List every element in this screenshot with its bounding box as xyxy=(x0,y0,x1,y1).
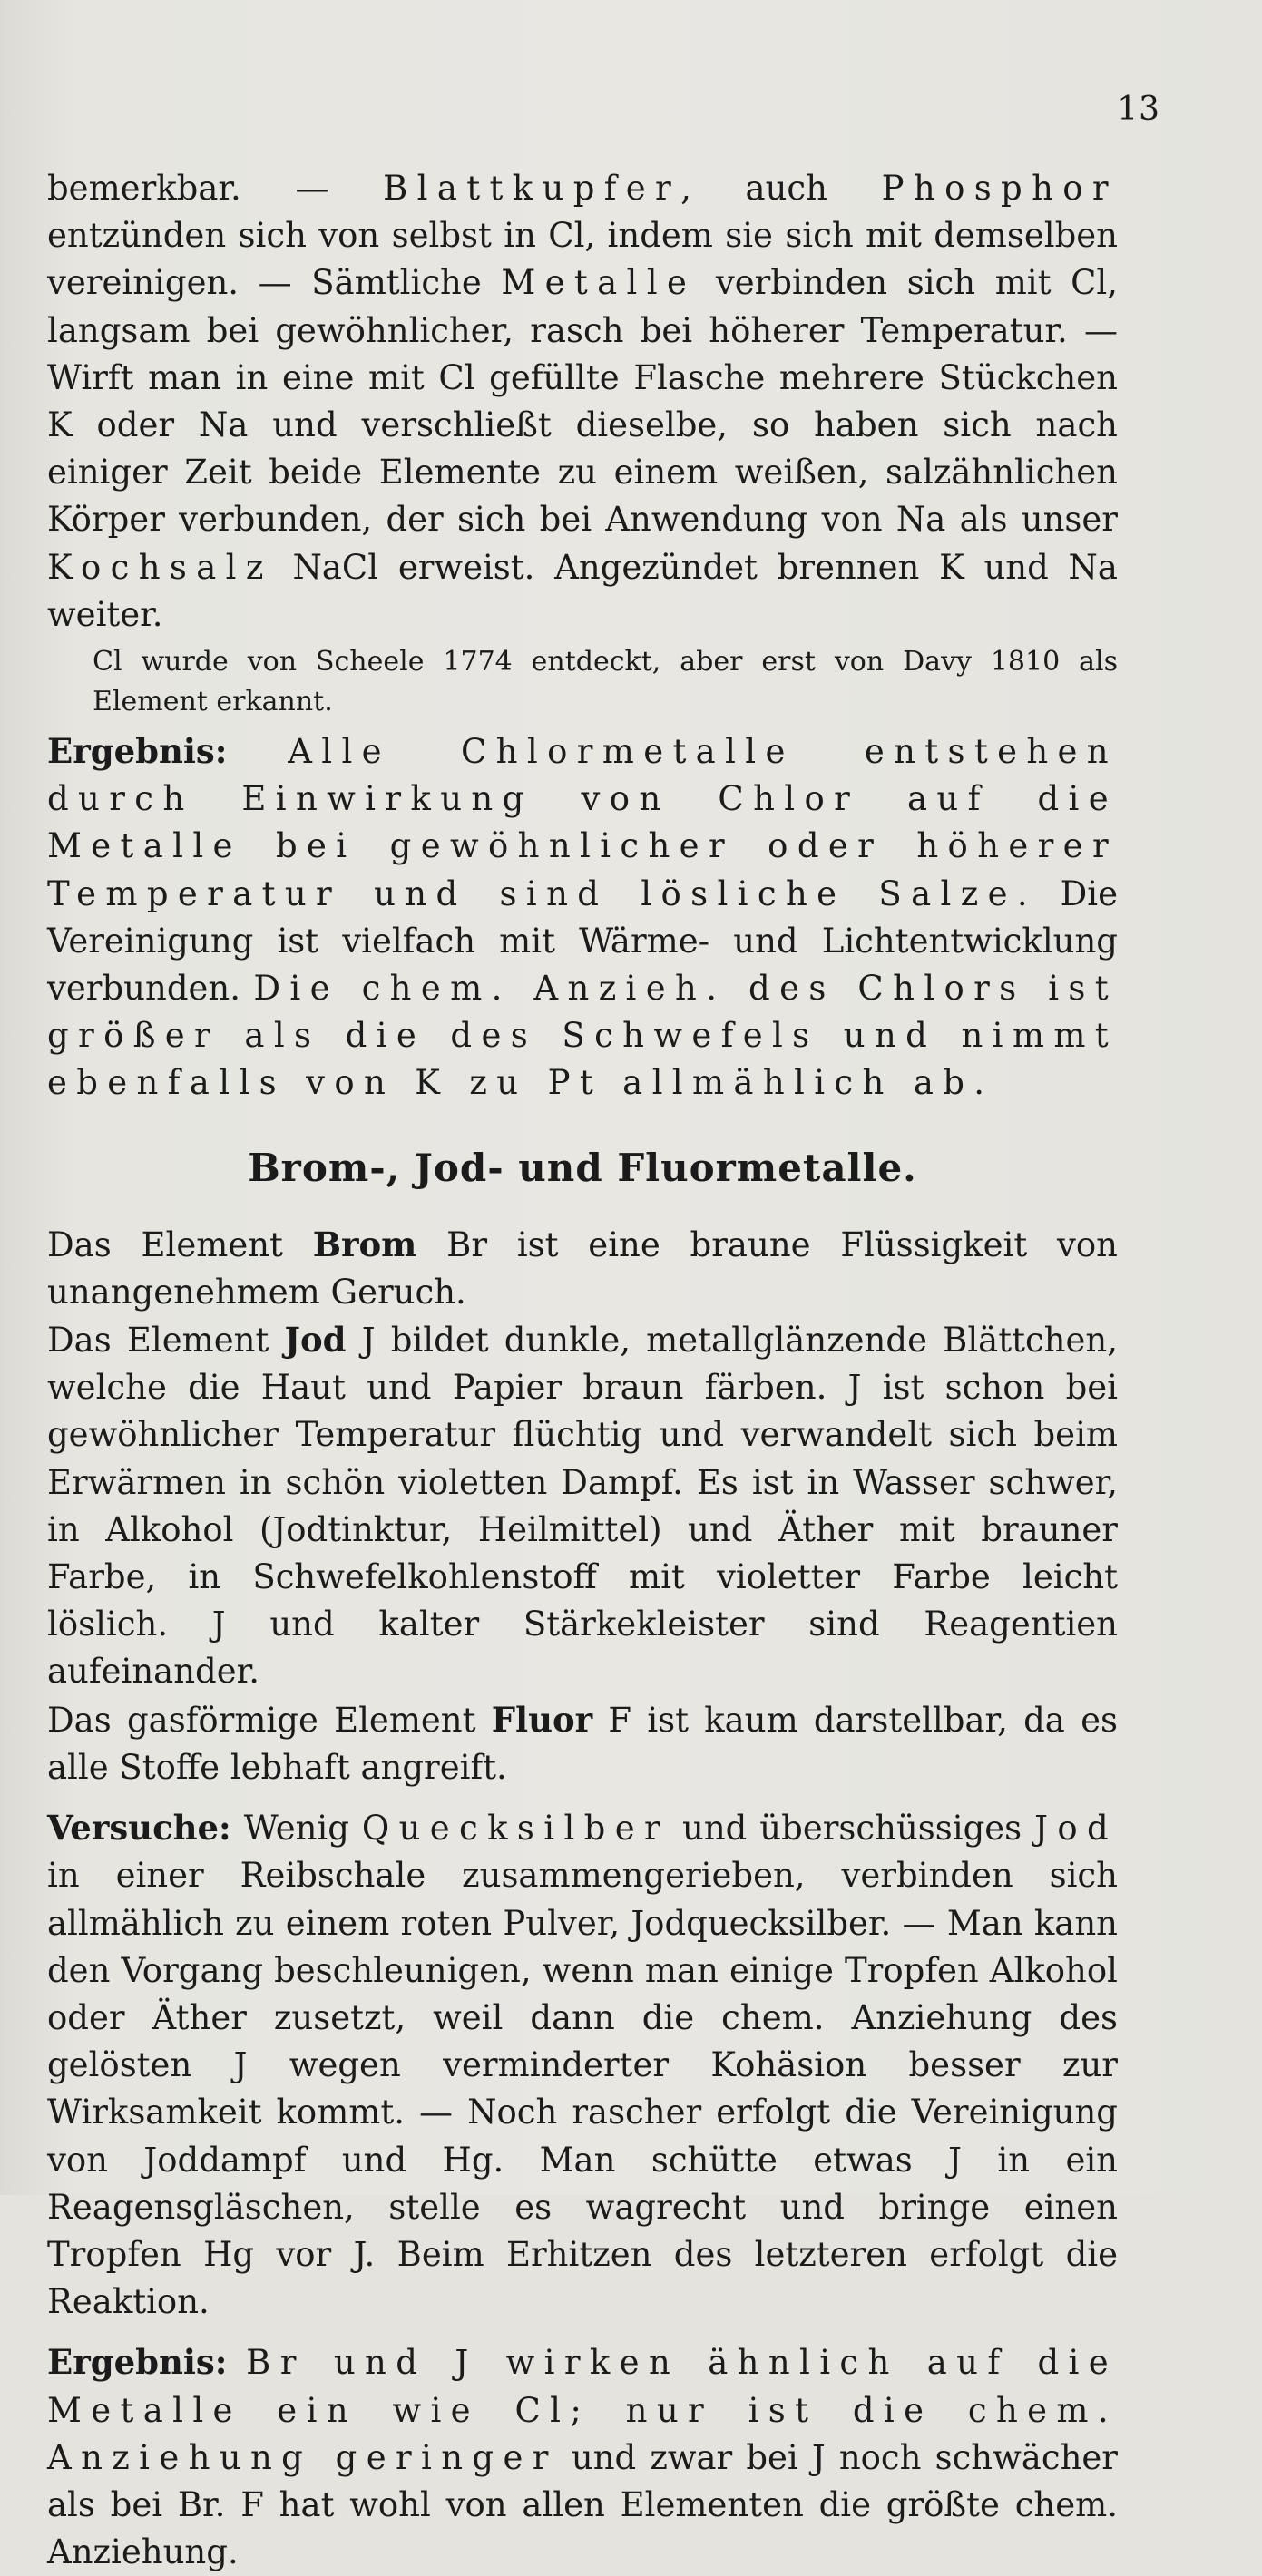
term-kochsalz: Kochsalz xyxy=(47,547,273,587)
term-metalle: Metalle xyxy=(501,263,697,303)
element-name-jod: Jod xyxy=(284,1320,347,1361)
text-run: F ist kaum darstellbar, da es alle Stoffe lebhaft angreift. xyxy=(47,1700,1118,1787)
ergebnis-statement: Die chem. Anzieh. des Chlors ist größer als die des Schwefels und nimmt ebenfalls von K zu Pt allmählich ab. xyxy=(47,969,1119,1103)
ergebnis-statement: Br und J wirken ähnlich auf die Metalle ein wie Cl; nur ist die chem. Anziehung geringer xyxy=(47,2343,1118,2477)
ergebnis-label: Ergebnis: xyxy=(47,731,228,772)
ergebnis-statement: Alle Chlormetalle entstehen durch Einwirkung von Chlor auf die Metalle bei gewöhnlicher oder höherer Temperatur und sind lösliche Salze. xyxy=(47,732,1118,913)
paragraph-versuche xyxy=(47,1804,1118,2326)
text-run: und zwar bei J noch schwächer als bei Br. F hat wohl von allen Elementen die größte chem. Anziehung. xyxy=(47,2437,1118,2572)
text-run: NaCl erweist. Angezündet brennen K und Na weiter. xyxy=(47,547,1118,634)
page-number: 13 xyxy=(1117,91,1160,128)
term-quecksilber: Quecksilber xyxy=(361,1809,670,1849)
paragraph-jod xyxy=(47,1316,1118,1696)
term-jod: Jod xyxy=(1034,1809,1118,1849)
paragraph-ergebnis-1 xyxy=(47,727,1118,1107)
text-run: , auch xyxy=(680,169,882,208)
text-run: Br ist eine braune Flüssigkeit von unangenehmem Geruch. xyxy=(47,1225,1119,1312)
text-run: Das Element xyxy=(47,1321,285,1361)
text-run: Die Vereinigung ist vielfach mit Wärme- und Lichtentwicklung verbunden. xyxy=(47,873,1119,1009)
ergebnis-label: Ergebnis: xyxy=(47,2342,228,2383)
page-body xyxy=(47,165,1118,2576)
term-phosphor: Phosphor xyxy=(881,169,1118,208)
footnote-discovery: Cl wurde von Scheele 1774 entdeckt, aber erst von Davy 1810 als Element erkannt. xyxy=(93,646,1118,718)
text-run: Wenig xyxy=(230,1809,362,1849)
section-heading: Brom-, Jod- und Fluormetalle. xyxy=(248,1145,917,1190)
text-run: und überschüssiges xyxy=(670,1809,1035,1849)
paragraph-brom xyxy=(47,1221,1118,1316)
paragraph-chlorine-metals xyxy=(47,165,1118,639)
text-run: verbinden sich mit Cl, langsam bei gewöhnlicher, rasch bei höherer Temperatur. — Wirft man in eine mit Cl gefüllte Flasche mehrere Stückchen K oder Na und verschließt dieselbe, so haben sich nach einiger Zeit beide Elemente zu einem weißen, salzähnlichen Körper verbunden, der sich bei Anwendung von Na als unser xyxy=(47,263,1119,540)
text-run: in einer Reibschale zusammengerieben, verbinden sich allmählich zu einem roten Pulver, Jodquecksilber. — Man kann den Vorgang beschleunigen, wenn man einige Tropfen Alkohol oder Äther zusetzt, weil dann die chem. Anziehung des gelösten J wegen verminderter Kohäsion besser zur Wirksamkeit kommt. — Noch rascher erfolgt die Vereinigung von Joddampf und Hg. Man schütte etwas J in ein Reagensgläschen, stelle es wagrecht und bringe einen Tropfen Hg vor J. Beim Erhitzen des letzteren erfolgt die Reaktion. xyxy=(47,1856,1118,2322)
text-run: J bildet dunkle, metallglänzende Blättchen, welche die Haut und Papier braun färben. J ist schon bei gewöhnlicher Temperatur flüchtig und verwandelt sich beim Erwärmen in schön violetten Dampf. Es ist in Wasser schwer, in Alkohol (Jodtinktur, Heilmittel) und Äther mit brauner Farbe, in Schwefelkohlenstoff mit violetter Farbe leicht löslich. J und kalter Stärkekleister sind Reagentien aufeinander. xyxy=(47,1321,1119,1692)
text-run: Das gasförmige Element xyxy=(47,1700,492,1740)
term-blattkupfer: Blattkupfer xyxy=(383,169,681,208)
element-name-brom: Brom xyxy=(312,1224,417,1264)
text-run: entzünden sich von selbst in Cl, indem sie sich mit demselben vereinigen. — Sämtliche xyxy=(47,216,1118,303)
element-name-fluor: Fluor xyxy=(491,1699,593,1740)
text-run: Das Element xyxy=(47,1225,313,1264)
paragraph-fluor xyxy=(47,1696,1118,1791)
paragraph-ergebnis-2 xyxy=(47,2338,1118,2576)
text-run: bemerkbar. — xyxy=(47,169,384,208)
versuche-label: Versuche: xyxy=(47,1808,231,1849)
